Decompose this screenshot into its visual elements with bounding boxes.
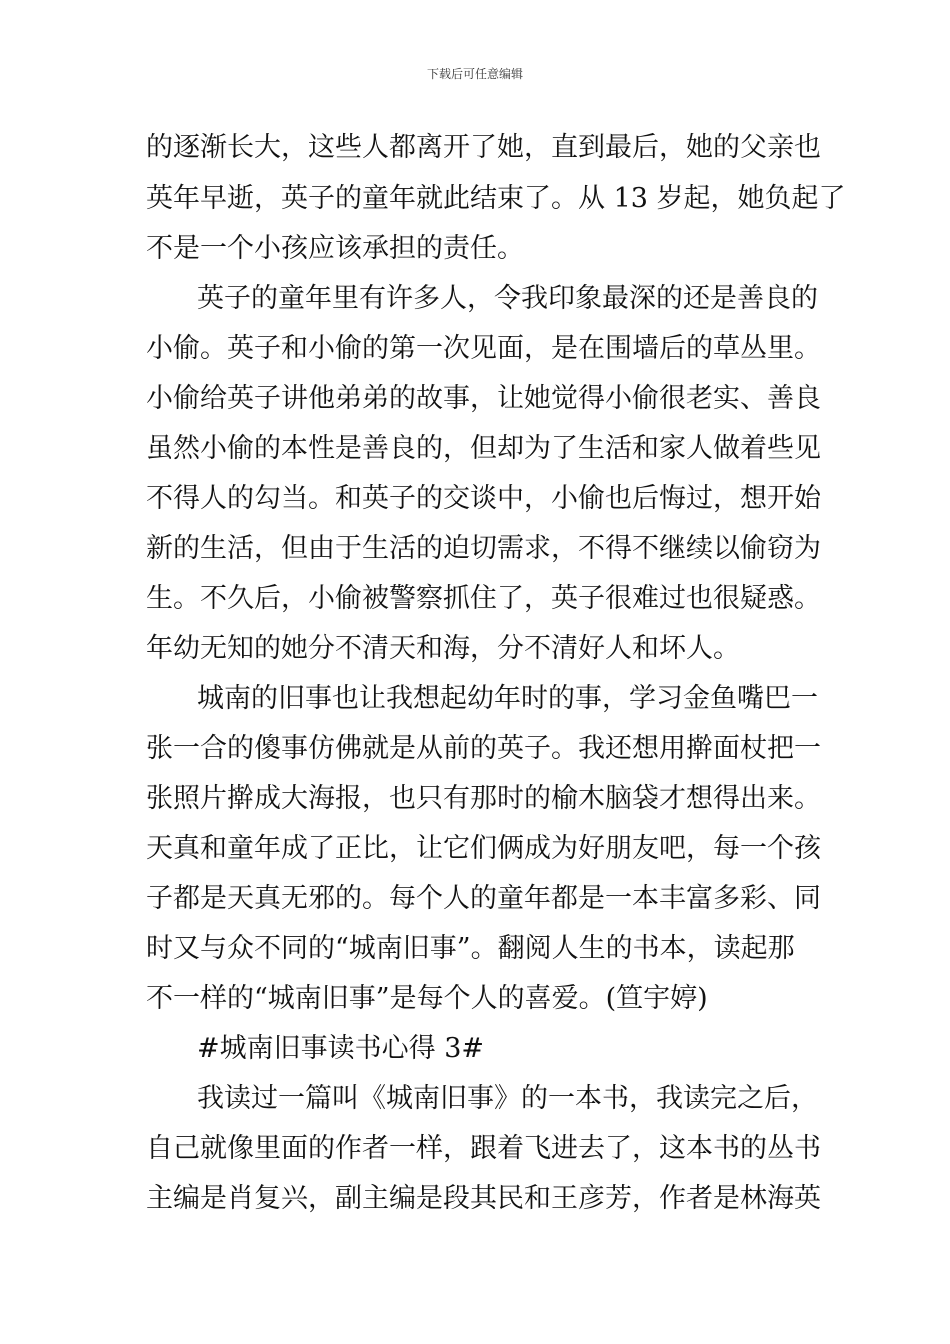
body-text-line: 自己就像里面的作者一样，跟着飞进去了，这本书的丛书: [146, 1133, 821, 1164]
body-text-line: 英年早逝，英子的童年就此结束了。从 13 岁起，她负起了: [146, 183, 846, 214]
body-text-line: 天真和童年成了正比，让它们俩成为好朋友吧，每一个孩: [146, 833, 821, 864]
body-text-line: 生。不久后，小偷被警察抓住了，英子很难过也很疑惑。: [146, 583, 821, 614]
body-text-line: 时又与众不同的“城南旧事”。翻阅人生的书本，读起那: [146, 933, 795, 964]
body-text-line: 张一合的傻事仿佛就是从前的英子。我还想用擀面杖把一: [146, 733, 821, 764]
body-text-line: 子都是天真无邪的。每个人的童年都是一本丰富多彩、同: [146, 883, 821, 914]
body-text-line: 小偷。英子和小偷的第一次见面，是在围墙后的草丛里。: [146, 333, 821, 364]
body-text-line: 年幼无知的她分不清天和海，分不清好人和坏人。: [146, 633, 740, 664]
page-header-note: 下载后可任意编辑: [426, 67, 523, 81]
body-text-line: 新的生活，但由于生活的迫切需求，不得不继续以偷窃为: [146, 533, 821, 564]
body-text-line: 主编是肖复兴，副主编是段其民和王彦芳，作者是林海英: [146, 1183, 821, 1214]
section-heading: #城南旧事读书心得 3#: [197, 1033, 485, 1064]
paragraph-first-line: 城南的旧事也让我想起幼年时的事，学习金鱼嘴巴一: [197, 683, 818, 714]
body-text-line: 张照片擀成大海报，也只有那时的榆木脑袋才想得出来。: [146, 783, 821, 814]
body-text-line: 小偷给英子讲他弟弟的故事，让她觉得小偷很老实、善良: [146, 383, 821, 414]
paragraph-first-line: 我读过一篇叫《城南旧事》的一本书，我读完之后，: [197, 1083, 818, 1114]
body-text-line: 不一样的“城南旧事”是每个人的喜爱。(笪宇婷): [146, 983, 708, 1014]
body-text-line: 虽然小偷的本性是善良的，但却为了生活和家人做着些见: [146, 433, 821, 464]
body-text-line: 的逐渐长大，这些人都离开了她，直到最后，她的父亲也: [146, 132, 821, 163]
paragraph-first-line: 英子的童年里有许多人，令我印象最深的还是善良的: [197, 283, 818, 314]
body-text-line: 不是一个小孩应该承担的责任。: [146, 233, 524, 264]
body-text-line: 不得人的勾当。和英子的交谈中，小偷也后悔过，想开始: [146, 483, 821, 514]
